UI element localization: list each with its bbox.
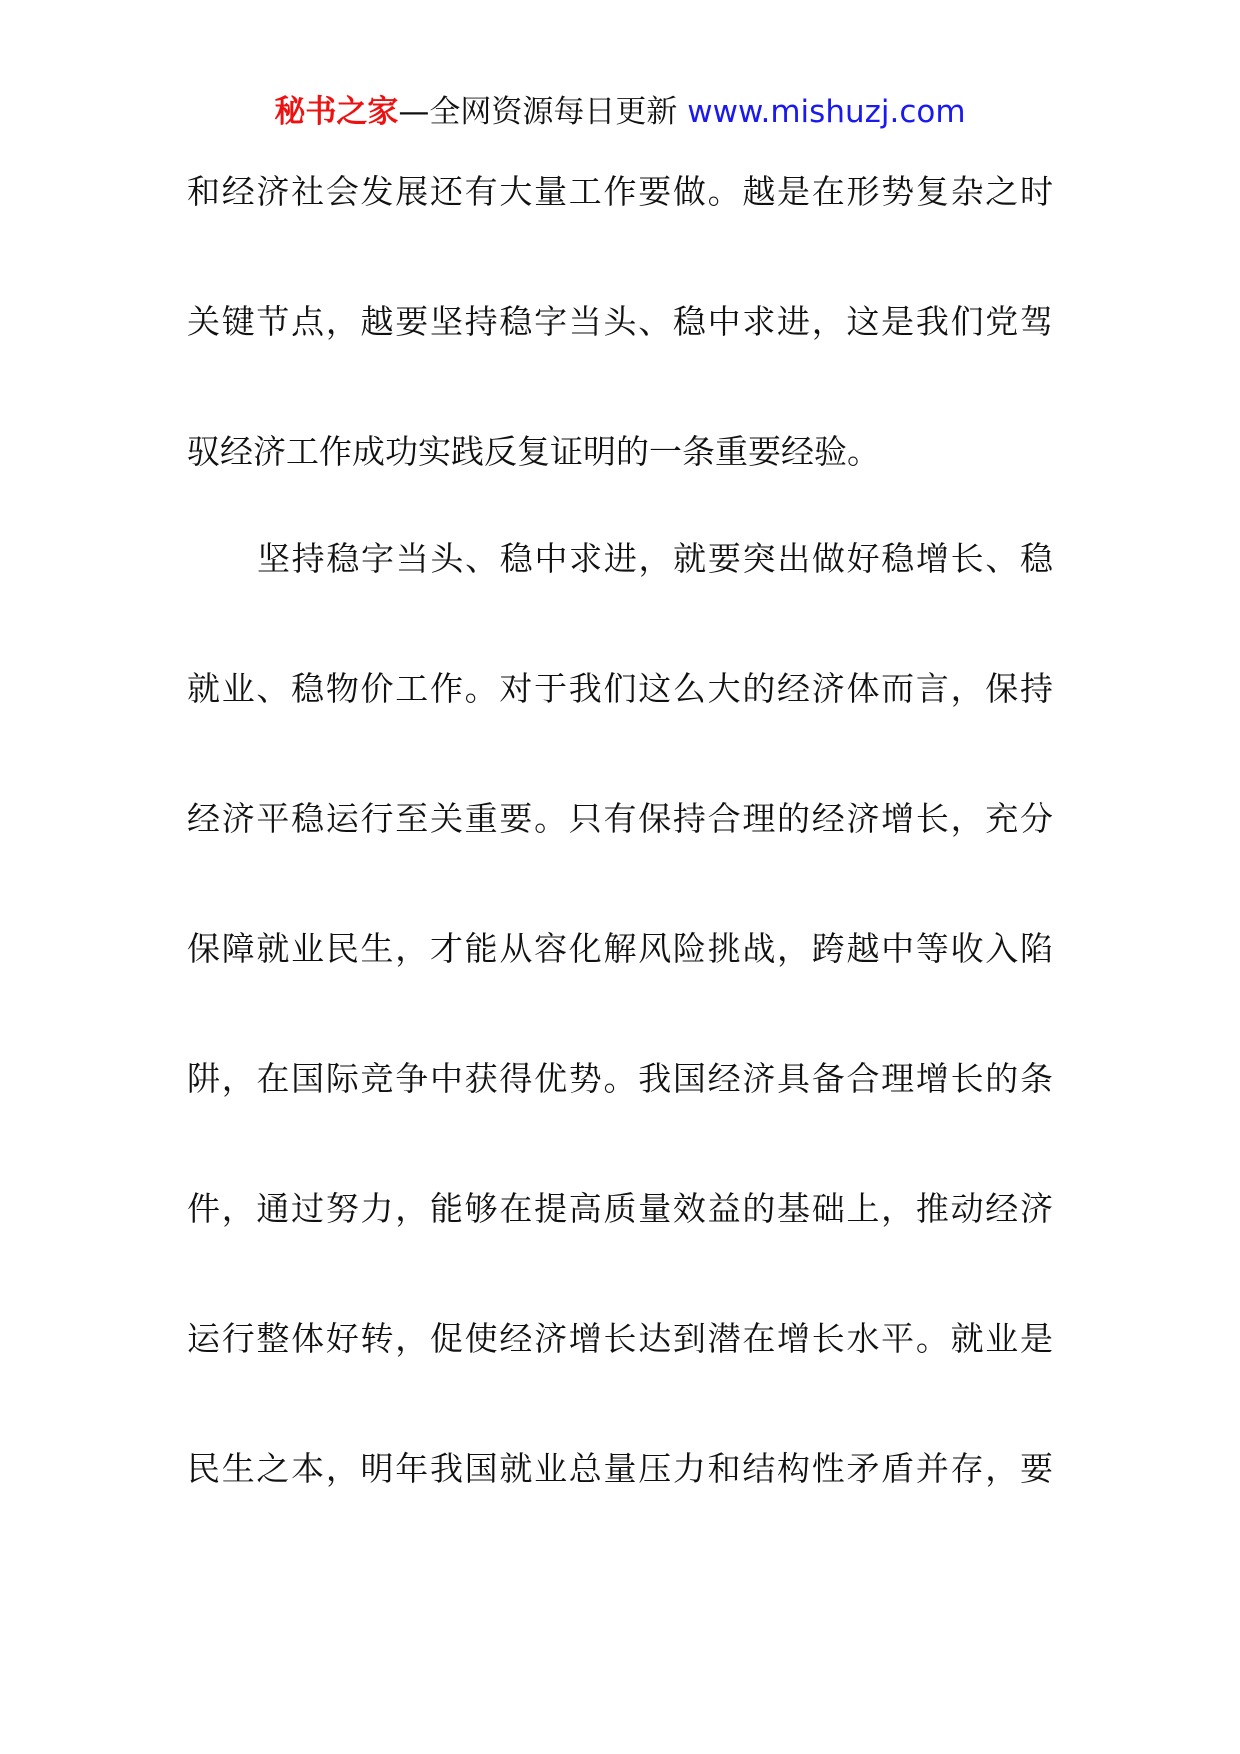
- body-text-line: 阱，在国际竞争中获得优势。我国经济具备合理增长的条: [187, 1059, 1053, 1098]
- body-text-line: 件，通过努力，能够在提高质量效益的基础上，推动经济: [187, 1189, 1053, 1228]
- page-header: [0, 92, 1240, 132]
- header-tagline: —全网资源每日更新: [398, 94, 678, 130]
- body-text-line: 民生之本，明年我国就业总量压力和结构性矛盾并存，要: [187, 1449, 1053, 1488]
- body-text-line: 关键节点，越要坚持稳字当头、稳中求进，这是我们党驾: [187, 302, 1053, 341]
- body-text-line: 和经济社会发展还有大量工作要做。越是在形势复杂之时: [187, 172, 1053, 211]
- body-text-line: 经济平稳运行至关重要。只有保持合理的经济增长，充分: [187, 799, 1053, 838]
- body-text-line: 就业、稳物价工作。对于我们这么大的经济体而言，保持: [187, 669, 1053, 708]
- site-url-link[interactable]: www.mishuzj.com: [687, 94, 966, 130]
- brand-name: 秘书之家: [274, 94, 399, 130]
- body-text-line: 驭经济工作成功实践反复证明的一条重要经验。: [187, 432, 880, 471]
- paragraph-first-line: 坚持稳字当头、稳中求进，就要突出做好稳增长、稳: [257, 539, 1053, 578]
- body-text-line: 保障就业民生，才能从容化解风险挑战，跨越中等收入陷: [187, 929, 1053, 968]
- body-text-line: 运行整体好转，促使经济增长达到潜在增长水平。就业是: [187, 1319, 1053, 1358]
